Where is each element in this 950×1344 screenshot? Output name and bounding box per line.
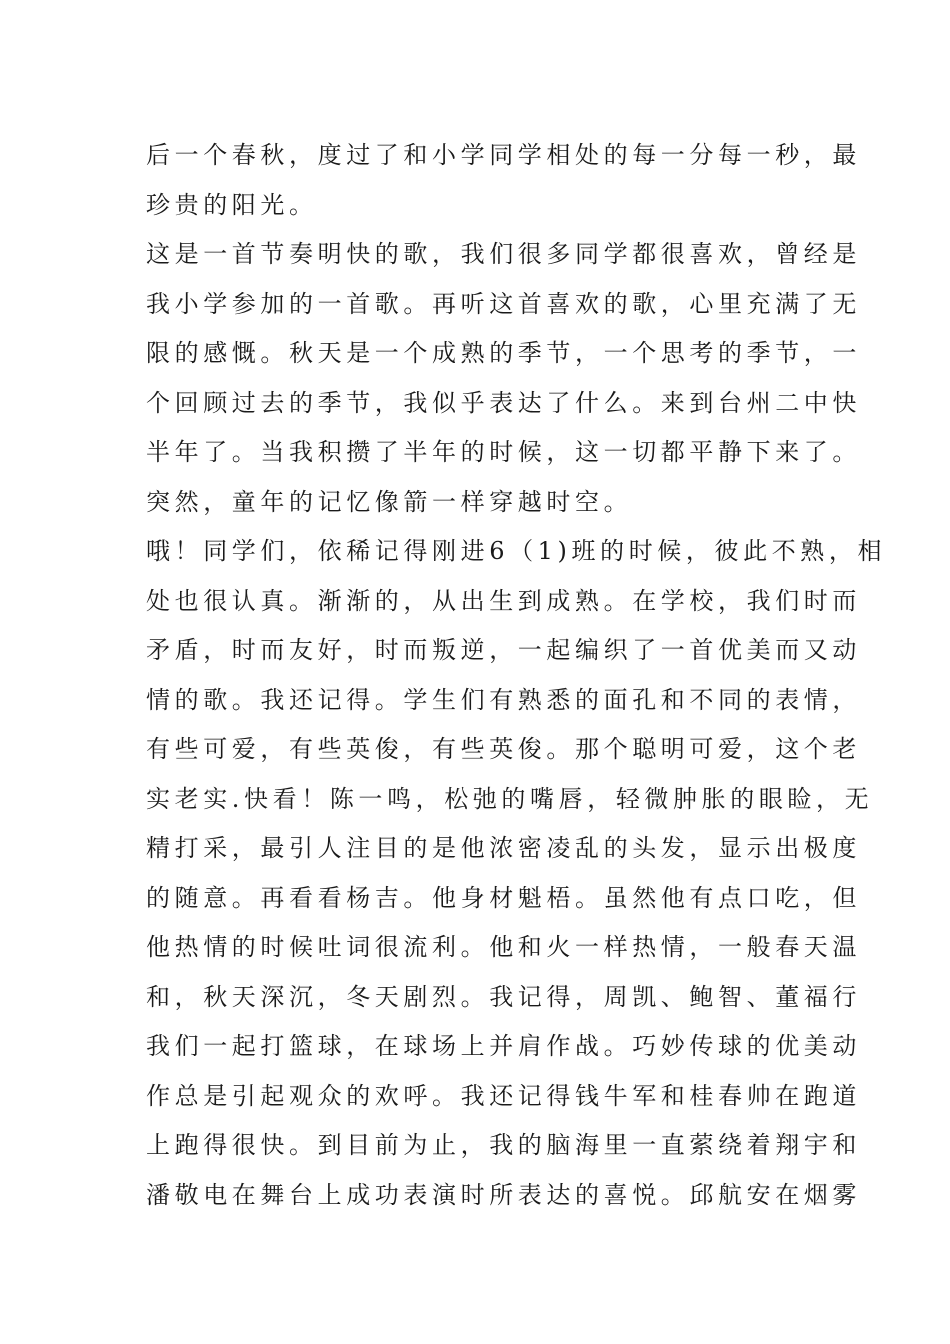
text-line: 半年了。当我积攒了半年的时候，这一切都平静下来了。 bbox=[146, 438, 861, 466]
text-line: 作总是引起观众的欢呼。我还记得钱牛军和桂春帅在跑道 bbox=[146, 1081, 861, 1110]
text-line: 我们一起打篮球，在球场上并肩作战。巧妙传球的优美动 bbox=[146, 1032, 861, 1060]
text-line: 限的感慨。秋天是一个成熟的季节，一个思考的季节，一 bbox=[146, 339, 861, 367]
text-line: 突然，童年的记忆像箭一样穿越时空。 bbox=[146, 487, 633, 516]
text-line: 上跑得很快。到目前为止，我的脑海里一直萦绕着翔宇和 bbox=[146, 1131, 861, 1159]
text-line: 和，秋天深沉，冬天剧烈。我记得，周凯、鲍智、董福行 bbox=[146, 982, 861, 1011]
text-line: 这是一首节奏明快的歌，我们很多同学都很喜欢，曾经是 bbox=[146, 240, 861, 268]
text-line: 珍贵的阳光。 bbox=[146, 190, 318, 219]
text-line: 后一个春秋，度过了和小学同学相处的每一分每一秒，最 bbox=[146, 141, 861, 169]
text-line: 处也很认真。渐渐的，从出生到成熟。在学校，我们时而 bbox=[146, 586, 861, 615]
text-line: 个回顾过去的季节，我似乎表达了什么。来到台州二中快 bbox=[146, 388, 861, 417]
text-line: 他热情的时候吐词很流利。他和火一样热情，一般春天温 bbox=[146, 933, 861, 961]
text-line: 潘敬电在舞台上成功表演时所表达的喜悦。邱航安在烟雾 bbox=[146, 1180, 861, 1209]
text-line: 哦！同学们，依稀记得刚进6（1)班的时候，彼此不熟，相 bbox=[146, 537, 887, 565]
text-line: 实老实.快看！陈一鸣，松弛的嘴唇，轻微肿胀的眼睑，无 bbox=[146, 784, 874, 813]
text-line: 精打采，最引人注目的是他浓密凌乱的头发，显示出极度 bbox=[146, 834, 861, 862]
document-body bbox=[146, 131, 887, 1220]
text-line: 我小学参加的一首歌。再听这首喜欢的歌，心里充满了无 bbox=[146, 289, 861, 318]
text-line: 有些可爱，有些英俊，有些英俊。那个聪明可爱，这个老 bbox=[146, 735, 861, 763]
text-line: 的随意。再看看杨吉。他身材魁梧。虽然他有点口吃，但 bbox=[146, 883, 861, 912]
text-line: 矛盾，时而友好，时而叛逆，一起编织了一首优美而又动 bbox=[146, 636, 861, 664]
text-line: 情的歌。我还记得。学生们有熟悉的面孔和不同的表情， bbox=[146, 685, 861, 714]
